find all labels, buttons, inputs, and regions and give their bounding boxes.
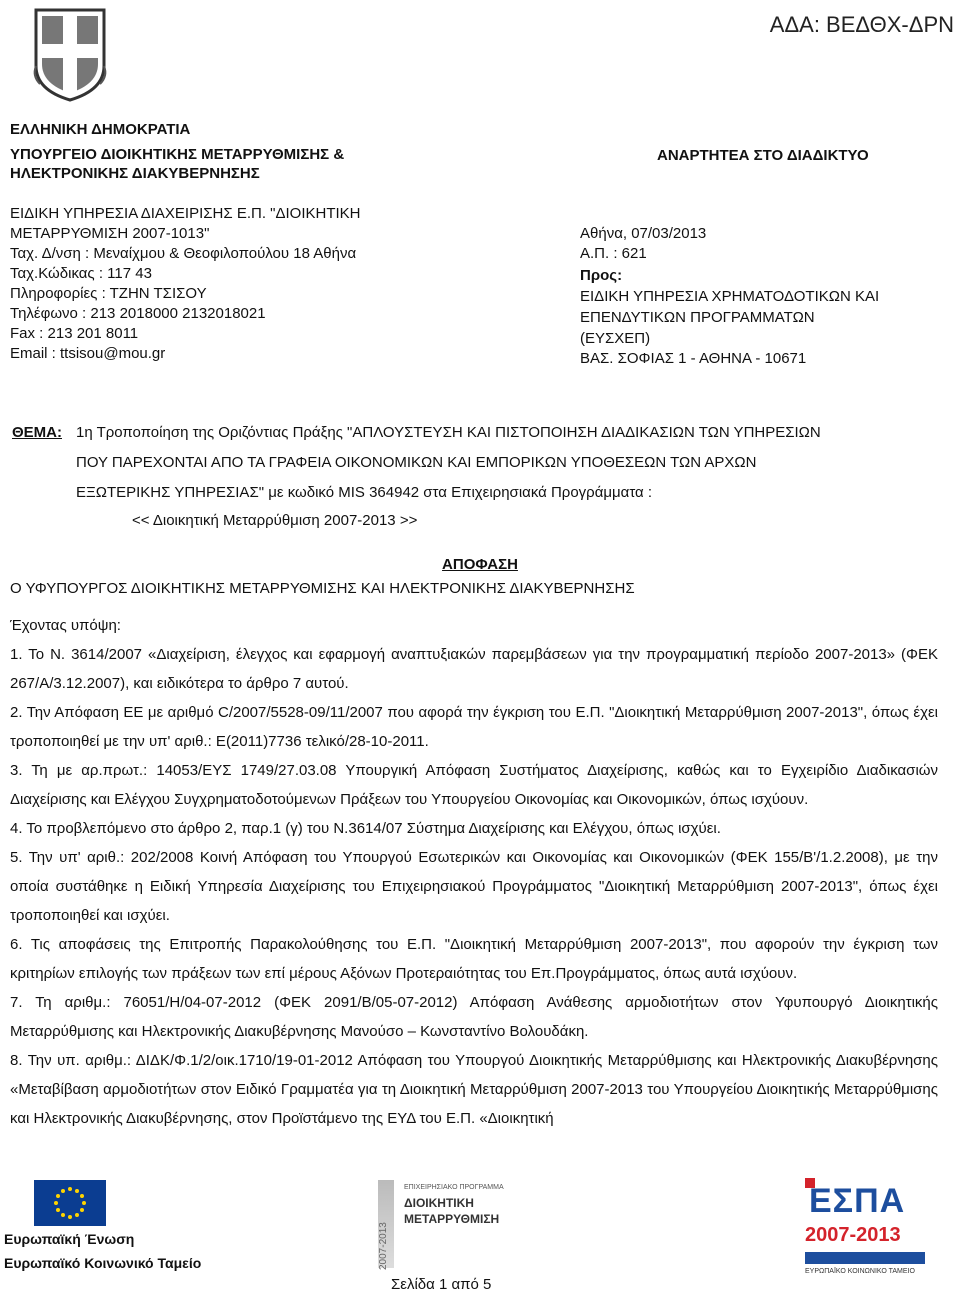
country-name: ΕΛΛΗΝΙΚΗ ΔΗΜΟΚΡΑΤΙΑ (10, 121, 191, 138)
email: Email : ttsisou@mou.gr (10, 345, 166, 362)
eu-flag-icon (34, 1180, 106, 1226)
program-logo-year: 2007-2013 (378, 1222, 389, 1270)
phone: Τηλέφωνο : 213 2018000 2132018021 (10, 305, 266, 322)
footer-fund: Ευρωπαϊκό Κοινωνικό Ταμείο (4, 1255, 202, 1271)
publish-notice: ΑΝΑΡΤΗΤΕΑ ΣΤΟ ΔΙΑΔΙΚΤΥΟ (657, 147, 869, 164)
recipient-line-3: (ΕΥΣΧΕΠ) (580, 330, 651, 347)
consideration-item: 4. Το προβλεπόμενο στο άρθρο 2, παρ.1 (γ) του Ν.3614/07 Σύστημα Διαχείρισης και Ελέγχου, όπως ισχύει. (10, 820, 721, 837)
subject-line-2: ΠΟΥ ΠΑΡΕΧΟΝΤΑΙ ΑΠΟ ΤΑ ΓΡΑΦΕΙΑ ΟΙΚΟΝΟΜΙΚΩΝ ΚΑΙ ΕΜΠΟΡΙΚΩΝ ΥΠΟΘΕΣΕΩΝ ΤΩΝ ΑΡΧΩΝ (76, 454, 757, 471)
decision-issuer: Ο ΥΦΥΠΟΥΡΓΟΣ ΔΙΟΙΚΗΤΙΚΗΣ ΜΕΤΑΡΡΥΘΜΙΣΗΣ ΚΑΙ ΗΛΕΚΤΡΟΝΙΚΗΣ ΔΙΑΚΥΒΕΡΝΗΣΗΣ (10, 580, 635, 597)
espa-years: 2007-2013 (805, 1224, 901, 1246)
subject-line-3: ΕΞΩΤΕΡΙΚΗΣ ΥΠΗΡΕΣΙΑΣ" με κωδικό MIS 364942 στα Επιχειρησιακά Προγράμματα : (76, 484, 653, 501)
info-contact: Πληροφορίες : ΤΖΗΝ ΤΣΙΣΟΥ (10, 285, 207, 302)
consideration-item: 8. Την υπ. αριθμ.: ΔΙΔΚ/Φ.1/2/οικ.1710/19-01-2012 Απόφαση του Υπουργού Διοικητικής Μεταρρύθμισης και Ηλεκτρονικής Διακυβέρνησης «Μεταβίβαση αρμοδιοτήτων στον Ειδικό Γραμματέα για τη Διοικητική Μεταρρύθμιση 2007-2013 του Υπουργείου Διοικητικής Μεταρρύθμισης και Ηλεκτρονικής Διακυβέρνησης, στον Προϊστάμενο της ΕΥΔ του Ε.Π. «Διοικητική (10, 1052, 938, 1127)
recipient-label: Προς: (580, 267, 623, 284)
decision-body (10, 611, 938, 1133)
subject-label: ΘΕΜΑ: (12, 424, 62, 441)
consideration-item: 6. Τις αποφάσεις της Επιτροπής Παρακολούθησης του Ε.Π. "Διοικητική Μεταρρύθμιση 2007-2013", που αφορούν την έγκριση των κριτηρίων επιλογής των πράξεων των επί μέρους Αξόνων Προτεραιότητας του Επ.Προγράμματος, όπως αυτά ισχύουν. (10, 936, 938, 982)
recipient-line-1: ΕΙΔΙΚΗ ΥΠΗΡΕΣΙΑ ΧΡΗΜΑΤΟΔΟΤΙΚΩΝ ΚΑΙ (580, 288, 880, 305)
espa-title: ΕΣΠΑ (809, 1182, 906, 1220)
consideration-item: 1. Το Ν. 3614/2007 «Διαχείριση, έλεγχος και εφαρμογή αναπτυξιακών παρεμβάσεων για την προγραμματική περίοδο 2007-2013» (ΦΕΚ 267/Α/3.12.2007), και ειδικότερα το άρθρο 7 αυτού. (10, 646, 938, 692)
fax: Fax : 213 201 8011 (10, 325, 139, 342)
consideration-item: 7. Τη αριθμ.: 76051/Η/04-07-2012 (ΦΕΚ 2091/Β/05-07-2012) Απόφαση Ανάθεσης αρμοδιοτήτων στον Υφυπουργό Διοικητικής Μεταρρύθμισης και Ηλεκτρονικής Διακυβέρνησης Μανούσο – Κωνσταντίνο Βολουδάκη. (10, 994, 938, 1040)
recipient-address: ΒΑΣ. ΣΟΦΙΑΣ 1 - ΑΘΗΝΑ - 10671 (580, 350, 807, 367)
considering-heading: Έχοντας υπόψη: (10, 617, 121, 634)
espa-tagline: ΕΥΡΩΠΑΪΚΟ ΚΟΙΝΩΝΙΚΟ ΤΑΜΕΙΟ (805, 1268, 915, 1275)
ada-code: ΑΔΑ: ΒΕΔΘΧ-ΔΡΝ (769, 12, 954, 37)
decision-title: ΑΠΟΦΑΣΗ (442, 556, 518, 573)
greek-emblem-icon (30, 6, 110, 102)
espa-logo (805, 1178, 927, 1278)
consideration-item: 2. Την Απόφαση ΕΕ με αριθμό C/2007/5528-09/11/2007 που αφορά την έγκριση του Ε.Π. "Διοικητική Μεταρρύθμιση 2007-2013", όπως έχει τροποποιηθεί με την υπ' αριθ.: E(2011)7736 τελικό/28-10-2011. (10, 704, 938, 750)
subject-line-1: 1η Τροποποίηση της Οριζόντιας Πράξης "ΑΠΛΟΥΣΤΕΥΣΗ ΚΑΙ ΠΙΣΤΟΠΟΙΗΣΗ ΔΙΑΔΙΚΑΣΙΩΝ ΤΩΝ ΥΠΗΡΕΣΙΩΝ (76, 424, 821, 441)
program-logo-line-2: ΔΙΟΙΚΗΤΙΚΗ (404, 1196, 474, 1210)
service-line-2: ΜΕΤΑΡΡΥΘΜΙΣΗ 2007-1013" (10, 225, 210, 242)
protocol-number: Α.Π. : 621 (580, 245, 647, 262)
address: Ταχ. Δ/νση : Μεναίχμου & Θεοφιλοπούλου 18 Αθήνα (10, 245, 357, 262)
subject-line-4: << Διοικητική Μεταρρύθμιση 2007-2013 >> (132, 512, 418, 529)
postcode: Ταχ.Κώδικας : 117 43 (10, 265, 152, 282)
program-logo-line-3: ΜΕΤΑΡΡΥΘΜΙΣΗ (404, 1212, 500, 1226)
consideration-item: 5. Την υπ' αριθ.: 202/2008 Κοινή Απόφαση του Υπουργού Εσωτερικών και Οικονομίας και Οικονομικών (ΦΕΚ 155/Β'/1.2.2008), με την οποία συστάθηκε η Ειδική Υπηρεσία Διαχείρισης του Επιχειρησιακού Προγράμματος "Διοικητική Μεταρρύθμιση 2007-2013", όπως έχει τροποποιηθεί και ισχύει. (10, 849, 938, 924)
service-line-1: ΕΙΔΙΚΗ ΥΠΗΡΕΣΙΑ ΔΙΑΧΕΙΡΙΣΗΣ Ε.Π. "ΔΙΟΙΚΗΤΙΚΗ (10, 205, 361, 222)
ministry-line-1: ΥΠΟΥΡΓΕΙΟ ΔΙΟΙΚΗΤΙΚΗΣ ΜΕΤΑΡΡΥΘΜΙΣΗΣ & (10, 146, 345, 163)
doc-date: Αθήνα, 07/03/2013 (580, 225, 707, 242)
recipient-line-2: ΕΠΕΝΔΥΤΙΚΩΝ ΠΡΟΓΡΑΜΜΑΤΩΝ (580, 309, 815, 326)
program-logo-line-1: ΕΠΙΧΕΙΡΗΣΙΑΚΟ ΠΡΟΓΡΑΜΜΑ (404, 1184, 504, 1191)
page-number: Σελίδα 1 από 5 (391, 1276, 492, 1293)
ministry-line-2: ΗΛΕΚΤΡΟΝΙΚΗΣ ΔΙΑΚΥΒΕΡΝΗΣΗΣ (10, 165, 260, 182)
consideration-item: 3. Τη με αρ.πρωτ.: 14053/ΕΥΣ 1749/27.03.08 Υπουργική Απόφαση Συστήματος Διαχείρισης, καθώς και το Εγχειρίδιο Διαδικασιών Διαχείρισης και Ελέγχου Συγχρηματοδοτούμενων Πράξεων του Υπουργείου Οικονομίας και Οικονομικών, όπως ισχύουν. (10, 762, 938, 808)
footer-eu: Ευρωπαϊκή Ένωση (4, 1231, 135, 1247)
espa-band (805, 1252, 925, 1264)
